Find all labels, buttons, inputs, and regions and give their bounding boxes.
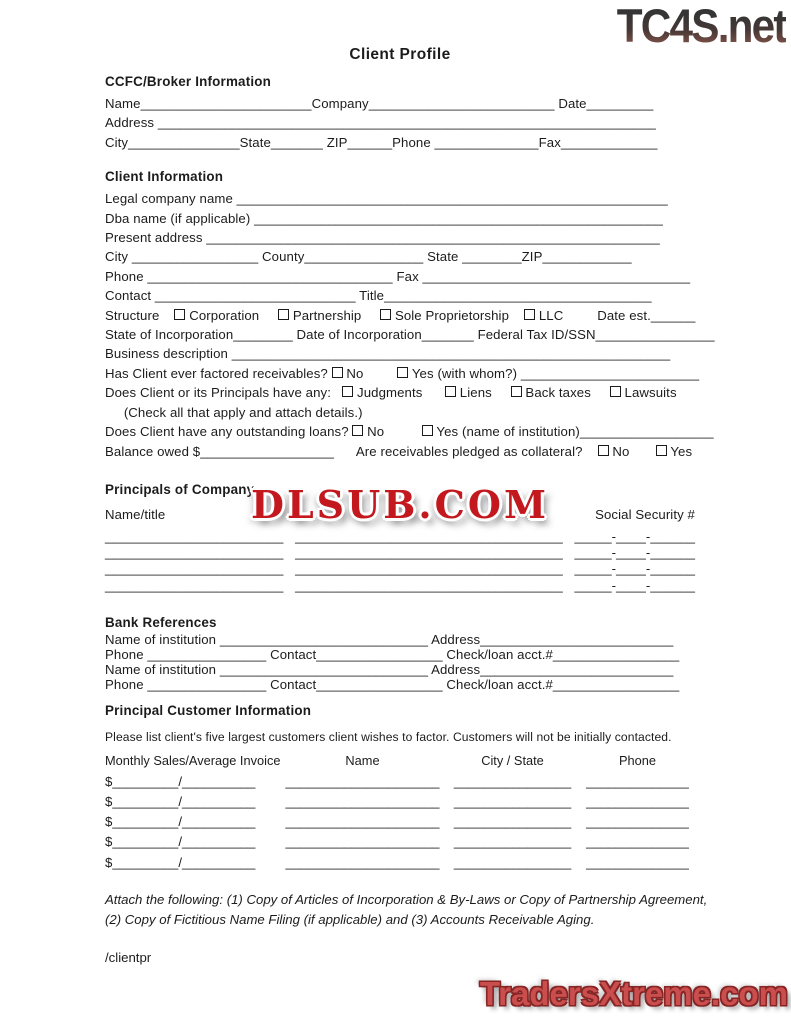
- form-row: [105, 403, 695, 422]
- checkbox-icon: [397, 367, 408, 378]
- table-cell: ________________: [453, 793, 572, 809]
- table-cell: _____________________: [285, 834, 440, 850]
- form-row: [105, 267, 695, 286]
- form-text: Social Security #: [595, 506, 695, 522]
- form-text: Partnership: [289, 307, 381, 323]
- form-text: Has Client ever factored receivables?: [105, 365, 332, 381]
- form-text: Yes (with whom?) ________________________: [408, 365, 700, 381]
- checkbox-icon: [174, 309, 185, 320]
- section-customers: [105, 702, 695, 873]
- table-cell: $_________/__________: [105, 814, 256, 830]
- form-row: [105, 113, 695, 132]
- form-row: [105, 677, 695, 692]
- table-cell: $_________/__________: [105, 793, 256, 809]
- form-row: [105, 442, 695, 461]
- section-banks: [105, 614, 695, 693]
- form-text: Yes (name of institution)__________________: [432, 424, 714, 440]
- table-cell: _____________________: [285, 793, 440, 809]
- form-row: [105, 325, 715, 344]
- table-cell: ______________: [586, 834, 689, 850]
- checkbox-icon: [610, 386, 621, 397]
- form-row: [105, 94, 695, 113]
- form-sections: [105, 73, 715, 873]
- form-row: [105, 647, 695, 662]
- form-row: [105, 561, 695, 577]
- form-text: Name/title: [105, 506, 166, 522]
- form-text: City _________________ County________________ State ________ZIP____________: [105, 249, 632, 265]
- form-text: Lawsuits: [620, 385, 677, 401]
- table-header-row: [105, 751, 695, 771]
- form-text: Contact ___________________________ Title____________________________________: [105, 288, 652, 304]
- form-text: _____-____-______: [574, 561, 696, 577]
- table-cell: ________________: [453, 814, 572, 830]
- checkbox-icon: [524, 309, 535, 320]
- form-text: Structure: [105, 307, 175, 323]
- form-text: _____-____-______: [574, 577, 696, 593]
- table-cell: ________________: [453, 773, 572, 789]
- table-cell: _____________________: [285, 854, 440, 870]
- table-cell: $_________/__________: [105, 773, 256, 789]
- form-text: Phone ________________ Contact_________________ Check/loan acct.#_________________: [105, 646, 680, 662]
- table-cell: ______________: [586, 793, 689, 809]
- form-row: [105, 247, 695, 266]
- section-heading-client: Client Information: [105, 169, 224, 185]
- form-text: _____-____-______: [574, 528, 696, 544]
- form-text: Back taxes: [521, 385, 610, 401]
- tc4s-logo: TC4S.net: [617, 0, 786, 52]
- form-row: [105, 662, 695, 677]
- table-cell: ________________: [453, 834, 572, 850]
- form-row: [105, 133, 695, 152]
- table-cell: ______________: [586, 814, 689, 830]
- form-row: [105, 632, 695, 647]
- form-text: Dba name (if applicable) _______________________________________________________: [105, 210, 663, 226]
- checkbox-icon: [445, 386, 456, 397]
- form-text: Name of institution ____________________________ Address__________________________: [105, 631, 674, 647]
- column-header: Name: [345, 752, 380, 768]
- form-row: [105, 189, 695, 208]
- checkbox-icon: [380, 309, 391, 320]
- section-heading-banks: Bank References: [105, 614, 217, 630]
- section-intro: Please list client's five largest customers client wishes to factor. Customers will not be initially contacted.: [105, 729, 672, 744]
- page-title: Client Profile: [349, 46, 451, 63]
- form-text: Balance owed $__________________ Are receivables pledged as collateral?: [105, 443, 598, 459]
- table-cell: ________________: [453, 854, 572, 870]
- form-text: Does Client have any outstanding loans?: [105, 424, 353, 440]
- form-text: ____________________________________: [295, 577, 563, 593]
- form-row: [105, 578, 695, 594]
- section-heading-broker: CCFC/Broker Information: [105, 74, 272, 89]
- attach-note-line1: Attach the following: (1) Copy of Articles of Incorporation & By-Laws or Copy of Partnership Agreement,: [105, 891, 708, 907]
- checkbox-icon: [598, 445, 609, 456]
- section-heading-customers: Principal Customer Information: [105, 702, 312, 718]
- checkbox-icon: [352, 425, 363, 436]
- form-text: Yes: [666, 443, 693, 459]
- tradersxtreme-logo: TradersXtreme.com: [479, 975, 788, 1012]
- form-text: No: [363, 424, 422, 440]
- table-row: [105, 832, 695, 852]
- form-text: Sole Proprietorship: [391, 307, 525, 323]
- table-row: [105, 853, 695, 873]
- form-row: [105, 209, 695, 228]
- section-heading-principals: Principals of Company: [105, 481, 255, 497]
- form-row: [105, 228, 695, 247]
- form-text: No: [342, 365, 398, 381]
- table-row: [105, 792, 695, 812]
- column-header: Monthly Sales/Average Invoice: [105, 752, 281, 768]
- table-cell: $_________/__________: [105, 854, 256, 870]
- form-row: [105, 422, 714, 441]
- form-text: Address ___________________________________________________________________: [105, 115, 656, 131]
- checkbox-icon: [656, 445, 667, 456]
- form-text: ________________________: [105, 545, 284, 561]
- form-text: Legal company name __________________________________________________________: [105, 191, 668, 207]
- checkbox-icon: [422, 425, 433, 436]
- form-text: ____________________________________: [295, 545, 563, 561]
- checkbox-icon: [278, 309, 289, 320]
- form-text: Business description ___________________________________________________________: [105, 346, 671, 362]
- form-row: [105, 383, 695, 402]
- checkbox-icon: [511, 386, 522, 397]
- form-row: [105, 529, 695, 545]
- form-text: ____________________________________: [295, 528, 563, 544]
- form-text: Present address _____________________________________________________________: [105, 230, 660, 246]
- checkbox-icon: [342, 386, 353, 397]
- form-text: State of Incorporation________ Date of Incorporation_______ Federal Tax ID/SSN________________: [105, 327, 715, 343]
- table-cell: $_________/__________: [105, 834, 256, 850]
- form-row: [105, 344, 695, 363]
- form-text: _____-____-______: [574, 545, 696, 561]
- form-text: LLC Date est.______: [535, 307, 696, 323]
- attach-note: [105, 890, 715, 931]
- form-text: Does Client or its Principals have any:: [105, 385, 343, 401]
- section-client: [105, 168, 715, 461]
- form-text: Judgments: [353, 385, 446, 401]
- table-row: [105, 812, 695, 832]
- form-text: Phone ________________ Contact_________________ Check/loan acct.#_________________: [105, 677, 680, 693]
- form-text: Phone _________________________________ Fax ____________________________________: [105, 268, 691, 284]
- table-cell: ______________: [586, 773, 689, 789]
- column-header: City / State: [481, 752, 544, 768]
- form-row: [105, 545, 695, 561]
- form-slug: /clientpr: [105, 949, 152, 965]
- form-text: (Check all that apply and attach details.): [105, 404, 363, 420]
- column-header: Phone: [618, 752, 656, 768]
- form-row: [105, 364, 700, 383]
- section-broker: [105, 73, 695, 152]
- form-text: ________________________: [105, 561, 284, 577]
- form-text: ____________________________________: [295, 561, 563, 577]
- attach-note-line2: (2) Copy of Fictitious Name Filing (if applicable) and (3) Accounts Receivable Aging.: [105, 912, 595, 928]
- form-row: [105, 306, 695, 325]
- form-text: Name of institution ____________________________ Address__________________________: [105, 662, 674, 678]
- table-row: [105, 772, 695, 792]
- form-text: Corporation: [185, 307, 279, 323]
- dlsub-watermark: DLSUB.COM: [251, 482, 550, 527]
- form-text: No: [608, 443, 656, 459]
- checkbox-icon: [332, 367, 343, 378]
- table-cell: ______________: [586, 854, 689, 870]
- form-text: ________________________: [105, 577, 284, 593]
- form-text: ________________________: [105, 528, 284, 544]
- form-text: City_______________State_______ ZIP______Phone ______________Fax_____________: [105, 134, 658, 150]
- form-row: [105, 286, 695, 305]
- table-cell: _____________________: [285, 814, 440, 830]
- table-cell: _____________________: [285, 773, 440, 789]
- form-text: Name_______________________Company_________________________ Date_________: [105, 96, 654, 111]
- form-text: Liens: [456, 385, 511, 401]
